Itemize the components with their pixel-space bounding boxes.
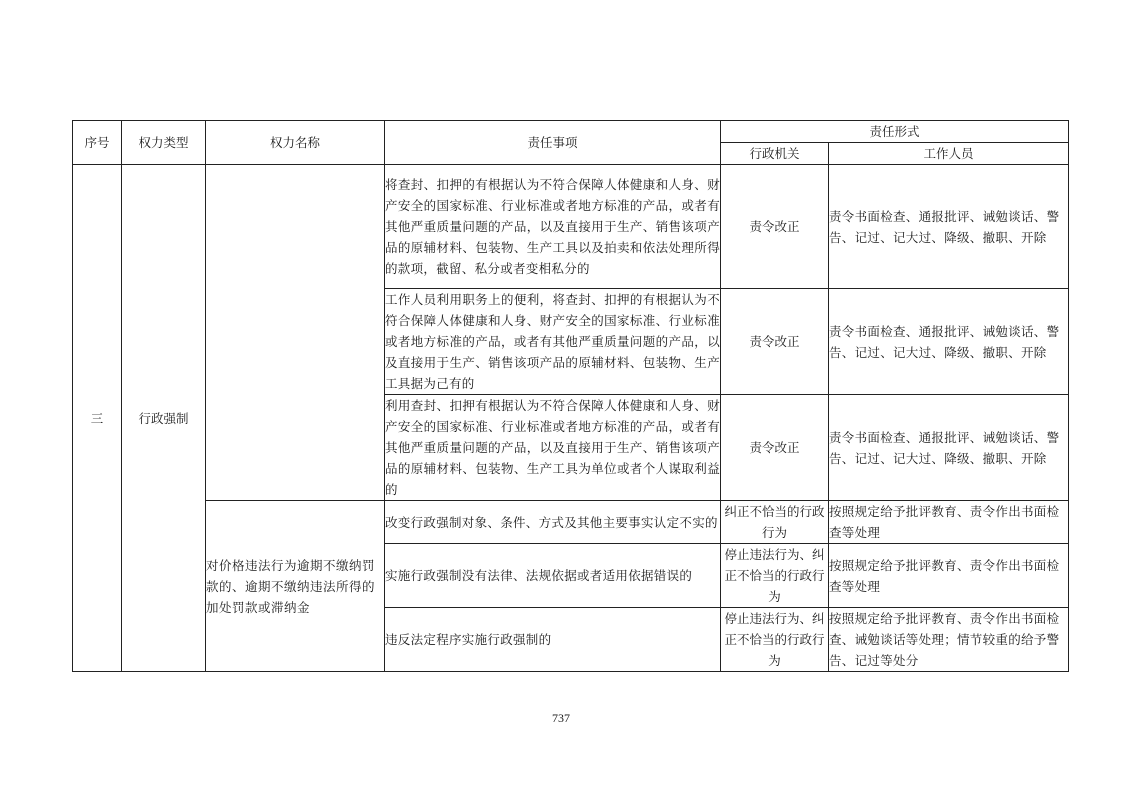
cell-staff: 责令书面检查、通报批评、诫勉谈话、警告、记过、记大过、降级、撤职、开除 — [829, 165, 1069, 289]
header-power-type: 权力类型 — [122, 121, 206, 165]
cell-matter: 违反法定程序实施行政强制的 — [385, 608, 721, 672]
responsibility-table — [72, 120, 1069, 672]
cell-staff: 按照规定给予批评教育、责令作出书面检查、诫勉谈话等处理；情节较重的给予警告、记过等处分 — [829, 608, 1069, 672]
cell-matter: 改变行政强制对象、条件、方式及其他主要事实认定不实的 — [385, 501, 721, 544]
cell-agency: 纠正不恰当的行政行为 — [721, 501, 829, 544]
cell-agency: 停止违法行为、纠正不恰当的行政行为 — [721, 608, 829, 672]
header-responsibility-form: 责任形式 — [721, 121, 1069, 143]
page-number: 737 — [552, 711, 570, 725]
cell-staff: 责令书面检查、通报批评、诫勉谈话、警告、记过、记大过、降级、撤职、开除 — [829, 289, 1069, 395]
cell-matter: 利用查封、扣押有根据认为不符合保障人体健康和人身、财产安全的国家标准、行业标准或者地方标准的产品，或者有其他严重质量问题的产品，以及直接用于生产、销售该项产品的原辅材料、包装物、生产工具为单位或者个人谋取利益的 — [385, 395, 721, 501]
header-agency: 行政机关 — [721, 143, 829, 165]
cell-staff: 按照规定给予批评教育、责令作出书面检查等处理 — [829, 501, 1069, 544]
cell-agency: 责令改正 — [721, 165, 829, 289]
cell-power-type: 行政强制 — [122, 165, 206, 672]
cell-staff: 按照规定给予批评教育、责令作出书面检查等处理 — [829, 544, 1069, 608]
cell-agency: 责令改正 — [721, 289, 829, 395]
header-power-name: 权力名称 — [206, 121, 385, 165]
cell-staff: 责令书面检查、通报批评、诫勉谈话、警告、记过、记大过、降级、撤职、开除 — [829, 395, 1069, 501]
header-matters: 责任事项 — [385, 121, 721, 165]
cell-power-name-2: 对价格违法行为逾期不缴纳罚款的、逾期不缴纳违法所得的加处罚款或滞纳金 — [206, 501, 385, 672]
cell-seq: 三 — [73, 165, 122, 672]
header-staff: 工作人员 — [829, 143, 1069, 165]
header-seq: 序号 — [73, 121, 122, 165]
cell-matter: 工作人员利用职务上的便利，将查封、扣押的有根据认为不符合保障人体健康和人身、财产安全的国家标准、行业标准或者地方标准的产品，或者有其他严重质量问题的产品，以及直接用于生产、销售该项产品的原辅材料、包装物、生产工具据为己有的 — [385, 289, 721, 395]
table-row — [73, 165, 1069, 289]
cell-matter: 实施行政强制没有法律、法规依据或者适用依据错误的 — [385, 544, 721, 608]
cell-agency: 停止违法行为、纠正不恰当的行政行为 — [721, 544, 829, 608]
cell-matter: 将查封、扣押的有根据认为不符合保障人体健康和人身、财产安全的国家标准、行业标准或者地方标准的产品，或者有其他严重质量问题的产品，以及直接用于生产、销售该项产品的原辅材料、包装物、生产工具以及拍卖和依法处理所得的款项，截留、私分或者变相私分的 — [385, 165, 721, 289]
cell-agency: 责令改正 — [721, 395, 829, 501]
cell-power-name-1 — [206, 165, 385, 501]
table-row — [73, 501, 1069, 544]
